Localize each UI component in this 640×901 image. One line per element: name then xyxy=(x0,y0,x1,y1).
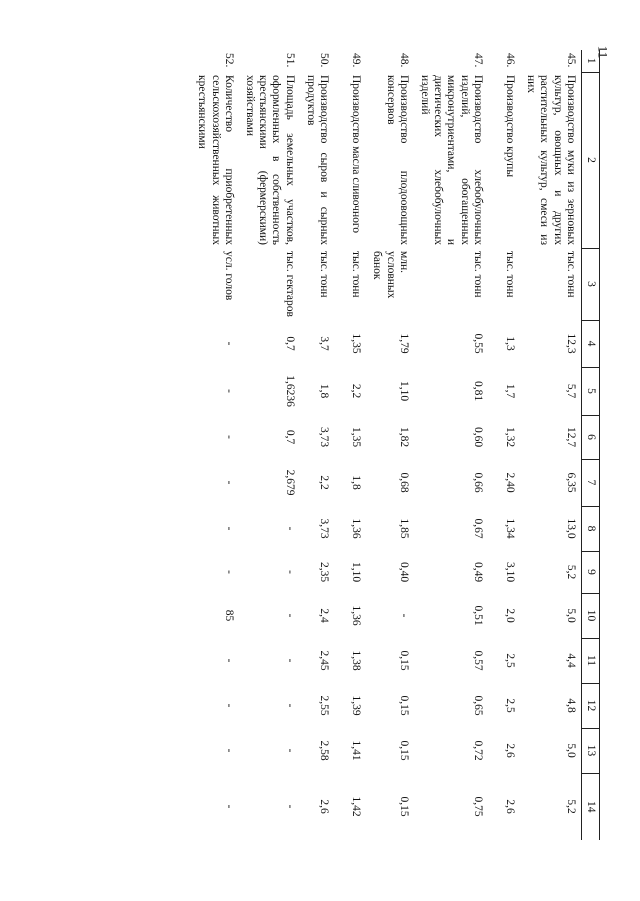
value-cell: 2,35 xyxy=(318,561,331,583)
value-cell: 1,32 xyxy=(503,426,516,448)
value-cell: 12,3 xyxy=(564,333,577,354)
value-cell: 5,0 xyxy=(564,743,577,758)
rotated-page xyxy=(110,50,600,840)
value-cell: 0,40 xyxy=(397,561,410,583)
value-cell: 0,15 xyxy=(397,695,410,716)
unit-cell: тыс. тонн xyxy=(471,251,484,298)
value-cell: 0,7 xyxy=(283,336,296,351)
unit-cell: тыс. гектаров xyxy=(283,251,296,317)
value-cell: 2,58 xyxy=(318,740,331,761)
indicator-name: Производство масла сливочного xyxy=(350,75,363,234)
value-cell: - xyxy=(283,658,296,663)
value-cell: 1,41 xyxy=(350,740,363,761)
value-cell: 1,10 xyxy=(397,380,410,402)
value-cell: 1,85 xyxy=(397,518,410,539)
row-number: 52. xyxy=(222,53,235,68)
value-cell: 0,66 xyxy=(471,472,484,493)
row-number: 47. xyxy=(471,53,484,68)
value-cell: 2,2 xyxy=(350,383,363,399)
page-number: 11 xyxy=(595,45,611,59)
unit-cell: тыс. тонн xyxy=(564,251,577,298)
value-cell: - xyxy=(222,570,235,574)
indicator-name: Производство крупы xyxy=(503,75,516,178)
value-cell: 2,45 xyxy=(318,650,331,671)
value-cell: 0,51 xyxy=(471,605,484,626)
indicator-name: Площадь земельных участков, оформленных в собственность крестьянскими (фермерскими) хозяйствами xyxy=(244,75,296,245)
value-cell: 2,679 xyxy=(283,469,296,496)
value-cell: 0,81 xyxy=(471,380,484,402)
value-cell: - xyxy=(283,804,296,809)
row-number: 51. xyxy=(283,53,296,68)
value-cell: 3,73 xyxy=(318,426,331,448)
value-cell: 1,10 xyxy=(350,561,363,583)
value-cell: 1,35 xyxy=(350,333,363,354)
unit-cell: тыс. тонн xyxy=(503,251,516,298)
value-cell: 0,57 xyxy=(471,650,484,671)
value-cell: - xyxy=(222,435,235,439)
value-cell: 0,15 xyxy=(397,740,410,761)
col-header: 2 xyxy=(581,72,599,248)
row-number: 49. xyxy=(350,53,363,68)
value-cell: - xyxy=(222,748,235,753)
value-cell: 12,7 xyxy=(564,426,577,448)
table-row xyxy=(488,50,520,840)
unit-cell: млн. условных банок xyxy=(371,251,410,299)
table-row xyxy=(191,50,239,840)
col-header: 9 xyxy=(581,551,599,593)
value-cell: 1,35 xyxy=(350,426,363,448)
value-cell: 0,7 xyxy=(283,429,296,445)
col-header: 6 xyxy=(581,415,599,459)
value-cell: 0,60 xyxy=(471,426,484,448)
value-cell: 3,10 xyxy=(503,561,516,583)
value-cell: 1,38 xyxy=(350,650,363,671)
row-number: 50. xyxy=(318,53,331,68)
value-cell: 2,6 xyxy=(318,799,331,814)
value-cell: 2,0 xyxy=(503,608,516,623)
unit-cell: усл. голов xyxy=(222,251,235,301)
value-cell: 2,4 xyxy=(318,608,331,623)
value-cell: 0,68 xyxy=(397,472,410,493)
value-cell: - xyxy=(222,389,235,393)
value-cell: - xyxy=(222,658,235,663)
value-cell: 5,2 xyxy=(564,564,577,580)
col-header: 4 xyxy=(581,320,599,367)
value-cell: 1,79 xyxy=(397,333,410,354)
col-header: 10 xyxy=(581,593,599,638)
col-header: 7 xyxy=(581,459,599,506)
row-number: 45. xyxy=(564,53,577,68)
value-cell: - xyxy=(222,341,235,346)
value-cell: 0,65 xyxy=(471,695,484,716)
value-cell: 5,7 xyxy=(564,383,577,399)
value-cell: - xyxy=(222,804,235,809)
value-cell: 0,72 xyxy=(471,740,484,761)
value-cell: 0,15 xyxy=(397,796,410,817)
indicator-name: Количество приобретенных сельскохозяйственных животных крестьянскими xyxy=(196,75,235,245)
table-body xyxy=(191,50,581,840)
table-row xyxy=(414,50,488,840)
col-header: 5 xyxy=(581,367,599,415)
value-cell: 5,0 xyxy=(564,608,577,623)
value-cell: - xyxy=(283,703,296,708)
value-cell: 0,15 xyxy=(397,650,410,671)
indicators-table xyxy=(191,50,600,840)
value-cell: - xyxy=(222,480,235,485)
value-cell: 1,7 xyxy=(503,383,516,399)
value-cell: - xyxy=(283,748,296,753)
indicator-name: Производство хлебобулочных изделий, обогащенных микронутриентами, и диетических хлебобулочных изделий xyxy=(419,75,484,245)
indicator-name: Производство муки из зерновых культур, овощных и других растительных культур, смеси из них xyxy=(525,75,577,245)
value-cell: 2,55 xyxy=(318,695,331,716)
col-header: 13 xyxy=(581,728,599,773)
value-cell: 1,36 xyxy=(350,605,363,626)
value-cell: 2,6 xyxy=(503,743,516,758)
value-cell: 3,7 xyxy=(318,336,331,351)
col-header: 11 xyxy=(581,638,599,683)
row-number: 46. xyxy=(503,53,516,68)
value-cell: - xyxy=(283,570,296,574)
value-cell: 1,36 xyxy=(350,518,363,539)
value-cell: - xyxy=(222,703,235,708)
value-cell: 13,0 xyxy=(564,518,577,539)
value-cell: 1,8 xyxy=(318,383,331,399)
col-header: 3 xyxy=(581,248,599,320)
value-cell: 2,40 xyxy=(503,472,516,493)
row-number: 48. xyxy=(397,53,410,68)
col-header: 8 xyxy=(581,506,599,551)
value-cell: 1,34 xyxy=(503,518,516,539)
value-cell: 1,8 xyxy=(350,475,363,490)
table-row xyxy=(239,50,300,840)
value-cell: 1,3 xyxy=(503,336,516,351)
value-cell: 85 xyxy=(222,609,235,622)
value-cell: 6,35 xyxy=(564,472,577,493)
value-cell: 5,2 xyxy=(564,799,577,814)
value-cell: 0,49 xyxy=(471,561,484,583)
value-cell: 3,73 xyxy=(318,518,331,539)
table-row xyxy=(334,50,366,840)
table-row xyxy=(300,50,334,840)
col-header: 1 xyxy=(581,50,599,72)
value-cell: 2,2 xyxy=(318,475,331,490)
col-header: 14 xyxy=(581,773,599,840)
value-cell: 0,55 xyxy=(471,333,484,354)
unit-cell: тыс. тонн xyxy=(318,251,331,298)
unit-cell: тыс. тонн xyxy=(350,251,363,298)
value-cell: - xyxy=(283,613,296,618)
value-cell: - xyxy=(222,526,235,531)
value-cell: 1,6236 xyxy=(283,375,296,407)
value-cell: 1,42 xyxy=(350,796,363,817)
header-row xyxy=(581,50,599,840)
table-row xyxy=(520,50,581,840)
value-cell: 4,4 xyxy=(564,653,577,668)
value-cell: - xyxy=(397,613,410,618)
col-header: 12 xyxy=(581,683,599,728)
value-cell: 1,39 xyxy=(350,695,363,716)
table-row xyxy=(366,50,414,840)
value-cell: 0,75 xyxy=(471,796,484,817)
value-cell: 2,5 xyxy=(503,698,516,713)
value-cell: 2,6 xyxy=(503,799,516,814)
value-cell: 4,8 xyxy=(564,698,577,713)
value-cell: 2,5 xyxy=(503,653,516,668)
value-cell: 0,67 xyxy=(471,518,484,539)
indicator-name: Производство сыров и сырных продуктов xyxy=(304,75,331,245)
value-cell: - xyxy=(283,526,296,531)
value-cell: 1,82 xyxy=(397,426,410,448)
indicator-name: Производство плодоовощных консервов xyxy=(384,75,410,245)
